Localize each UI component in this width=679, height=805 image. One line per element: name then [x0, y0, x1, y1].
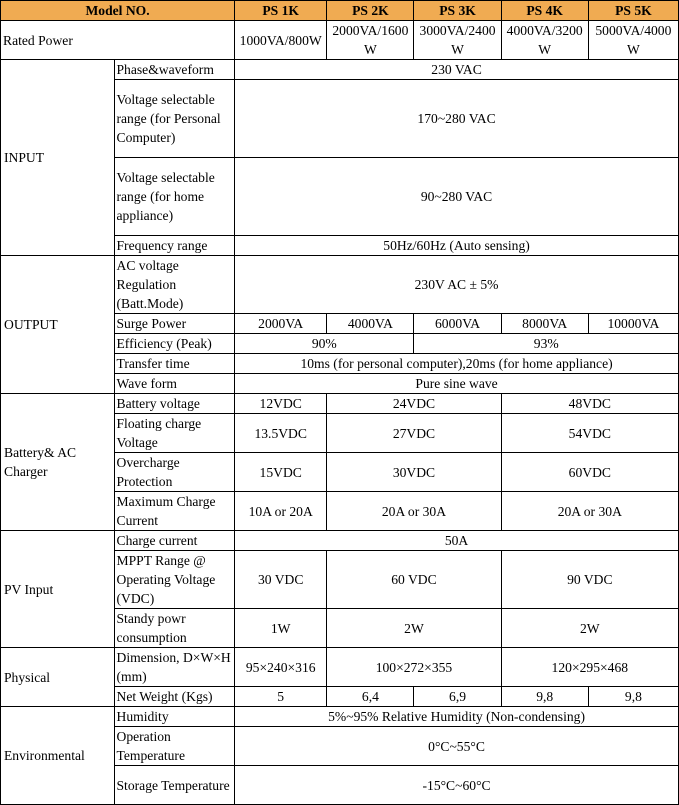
row-label: AC voltage Regulation (Batt.Mode): [114, 256, 235, 314]
model-label: Model NO.: [1, 1, 235, 21]
model-name: PS 5K: [588, 1, 678, 21]
value-cell: 100×272×355: [327, 648, 501, 687]
value-cell: 10ms (for personal computer),20ms (for home appliance): [235, 354, 679, 374]
model-name: PS 4K: [501, 1, 588, 21]
row-label: Transfer time: [114, 354, 235, 374]
table-row: [1, 531, 679, 551]
value-cell: 6000VA: [414, 314, 501, 334]
group-label-physical: Physical: [1, 648, 115, 707]
value-cell: 5%~95% Relative Humidity (Non-condensing): [235, 707, 679, 727]
value-cell: 230 VAC: [235, 60, 679, 80]
value-cell: 30 VDC: [235, 551, 327, 609]
row-label: Efficiency (Peak): [114, 334, 235, 354]
value-cell: 90%: [235, 334, 414, 354]
value-cell: 2W: [327, 609, 501, 648]
value-cell: 5: [235, 687, 327, 707]
value-cell: 50A: [235, 531, 679, 551]
value-cell: 90 VDC: [501, 551, 678, 609]
value-cell: 13.5VDC: [235, 414, 327, 453]
value-cell: 20A or 30A: [327, 492, 501, 531]
value-cell: 48VDC: [501, 394, 678, 414]
value-cell: 2000VA: [235, 314, 327, 334]
value-cell: 2000VA/1600W: [327, 21, 414, 60]
table-row: [1, 394, 679, 414]
group-label-environmental: Environmental: [1, 707, 115, 805]
value-cell: 230V AC ± 5%: [235, 256, 679, 314]
header-row: [1, 1, 679, 21]
row-label: Overcharge Protection: [114, 453, 235, 492]
row-label: Battery voltage: [114, 394, 235, 414]
value-cell: 9,8: [588, 687, 678, 707]
table-row: [1, 648, 679, 687]
group-label-pv: PV Input: [1, 531, 115, 648]
value-cell: 90~280 VAC: [235, 158, 679, 236]
group-label-input: INPUT: [1, 60, 115, 256]
row-label: Maximum Charge Current: [114, 492, 235, 531]
value-cell: -15°C~60°C: [235, 766, 679, 805]
value-cell: 9,8: [501, 687, 588, 707]
value-cell: 54VDC: [501, 414, 678, 453]
row-label: Voltage selectable range (for home appliance): [114, 158, 235, 236]
value-cell: 60 VDC: [327, 551, 501, 609]
value-cell: 1000VA/800W: [235, 21, 327, 60]
value-cell: 8000VA: [501, 314, 588, 334]
value-cell: 20A or 30A: [501, 492, 678, 531]
rated-power-row: [1, 21, 679, 60]
group-label-battery: Battery& AC Charger: [1, 394, 115, 531]
table-row: [1, 60, 679, 80]
value-cell: 24VDC: [327, 394, 501, 414]
value-cell: 6,4: [327, 687, 414, 707]
row-label: Dimension, D×W×H (mm): [114, 648, 235, 687]
value-cell: 2W: [501, 609, 678, 648]
value-cell: 10A or 20A: [235, 492, 327, 531]
row-label: Surge Power: [114, 314, 235, 334]
row-label: Voltage selectable range (for Personal Computer): [114, 80, 235, 158]
row-label: Wave form: [114, 374, 235, 394]
table-row: [1, 707, 679, 727]
value-cell: 170~280 VAC: [235, 80, 679, 158]
row-label: Humidity: [114, 707, 235, 727]
row-label: Rated Power: [1, 21, 235, 60]
row-label: Storage Temperature: [114, 766, 235, 805]
row-label: Frequency range: [114, 236, 235, 256]
value-cell: 12VDC: [235, 394, 327, 414]
value-cell: 27VDC: [327, 414, 501, 453]
row-label: MPPT Range @ Operating Voltage (VDC): [114, 551, 235, 609]
value-cell: 120×295×468: [501, 648, 678, 687]
row-label: Operation Temperature: [114, 727, 235, 766]
value-cell: Pure sine wave: [235, 374, 679, 394]
model-name: PS 2K: [327, 1, 414, 21]
value-cell: 1W: [235, 609, 327, 648]
table-row: [1, 256, 679, 314]
group-label-output: OUTPUT: [1, 256, 115, 394]
value-cell: 4000VA/3200W: [501, 21, 588, 60]
row-label: Net Weight (Kgs): [114, 687, 235, 707]
value-cell: 5000VA/4000W: [588, 21, 678, 60]
model-name: PS 1K: [235, 1, 327, 21]
value-cell: 6,9: [414, 687, 501, 707]
value-cell: 10000VA: [588, 314, 678, 334]
value-cell: 0°C~55°C: [235, 727, 679, 766]
value-cell: 50Hz/60Hz (Auto sensing): [235, 236, 679, 256]
value-cell: 15VDC: [235, 453, 327, 492]
model-name: PS 3K: [414, 1, 501, 21]
row-label: Floating charge Voltage: [114, 414, 235, 453]
value-cell: 93%: [414, 334, 679, 354]
value-cell: 30VDC: [327, 453, 501, 492]
value-cell: 60VDC: [501, 453, 678, 492]
value-cell: 3000VA/2400W: [414, 21, 501, 60]
row-label: Phase&waveform: [114, 60, 235, 80]
value-cell: 4000VA: [327, 314, 414, 334]
value-cell: 95×240×316: [235, 648, 327, 687]
row-label: Charge current: [114, 531, 235, 551]
row-label: Standy powr consumption: [114, 609, 235, 648]
